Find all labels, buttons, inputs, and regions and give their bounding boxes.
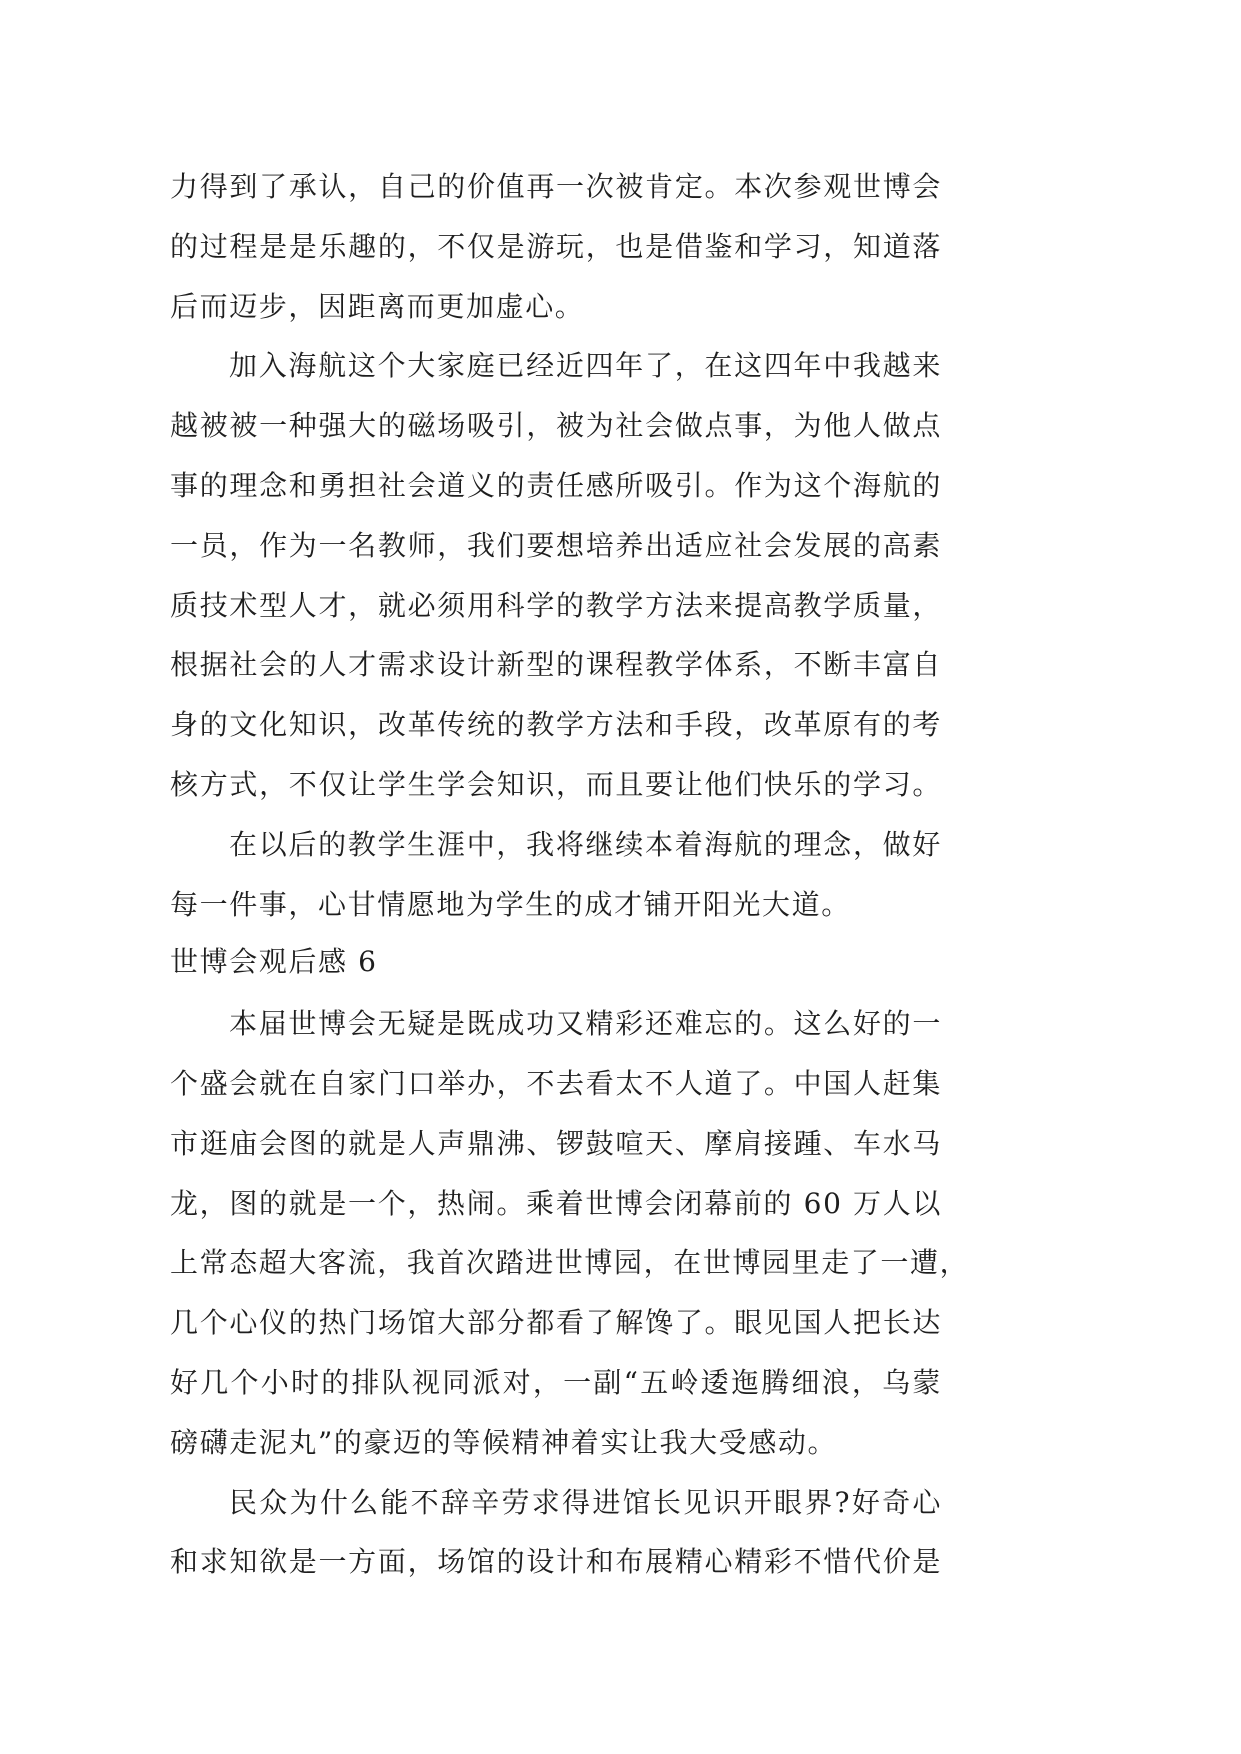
text-line: 每一件事，心甘情愿地为学生的成才铺开阳光大道。 [170,887,851,921]
paragraph [170,157,942,336]
text-line: 上常态超大客流，我首次踏进世博园，在世博园里走了一遭， [170,1246,970,1280]
text-line: 身的文化知识，改革传统的教学方法和手段，改革原有的考 [170,708,942,742]
text-line: 加入海航这个大家庭已经近四年了，在这四年中我越来 [229,349,942,383]
section-heading: 世博会观后感 6 [170,945,378,979]
text-line: 个盛会就在自家门口举办，不去看太不人道了。中国人赶集 [170,1066,942,1100]
text-line: 一员，作为一名教师，我们要想培养出适应社会发展的高素 [170,528,942,562]
paragraph [170,336,942,814]
text-line: 质技术型人才，就必须用科学的教学方法来提高教学质量， [170,588,942,622]
text-line: 在以后的教学生涯中，我将继续本着海航的理念，做好 [229,827,942,861]
text-line: 磅礴走泥丸”的豪迈的等候精神着实让我大受感动。 [170,1425,838,1459]
text-line: 市逛庙会图的就是人声鼎沸、锣鼓喧天、摩肩接踵、车水马 [170,1126,942,1160]
text-body [170,157,970,1592]
text-line: 事的理念和勇担社会道义的责任感所吸引。作为这个海航的 [170,468,942,502]
paragraph [170,1473,942,1593]
text-line: 好几个小时的排队视同派对，一副“五岭逶迤腾细浪，乌蒙 [170,1365,942,1399]
text-line: 根据社会的人才需求设计新型的课程教学体系，不断丰富自 [170,648,942,682]
paragraph [170,815,942,935]
text-line: 几个心仪的热门场馆大部分都看了解馋了。眼见国人把长达 [170,1306,942,1340]
text-line: 的过程是是乐趣的，不仅是游玩，也是借鉴和学习，知道落 [170,229,942,263]
text-line: 越被被一种强大的磁场吸引，被为社会做点事，为他人做点 [170,409,942,443]
text-line: 力得到了承认，自己的价值再一次被肯定。本次参观世博会 [170,170,942,203]
paragraph [170,994,970,1472]
text-line: 和求知欲是一方面，场馆的设计和布展精心精彩不惜代价是 [170,1545,942,1579]
text-line: 民众为什么能不辞辛劳求得进馆长见识开眼界?好奇心 [229,1485,942,1519]
text-line: 核方式，不仅让学生学会知识，而且要让他们快乐的学习。 [170,767,942,801]
text-line: 龙，图的就是一个，热闹。乘着世博会闭幕前的 60 万人以 [170,1186,942,1220]
text-line: 后而迈步，因距离而更加虚心。 [170,289,585,323]
text-line: 本届世博会无疑是既成功又精彩还难忘的。这么好的一 [229,1007,942,1041]
